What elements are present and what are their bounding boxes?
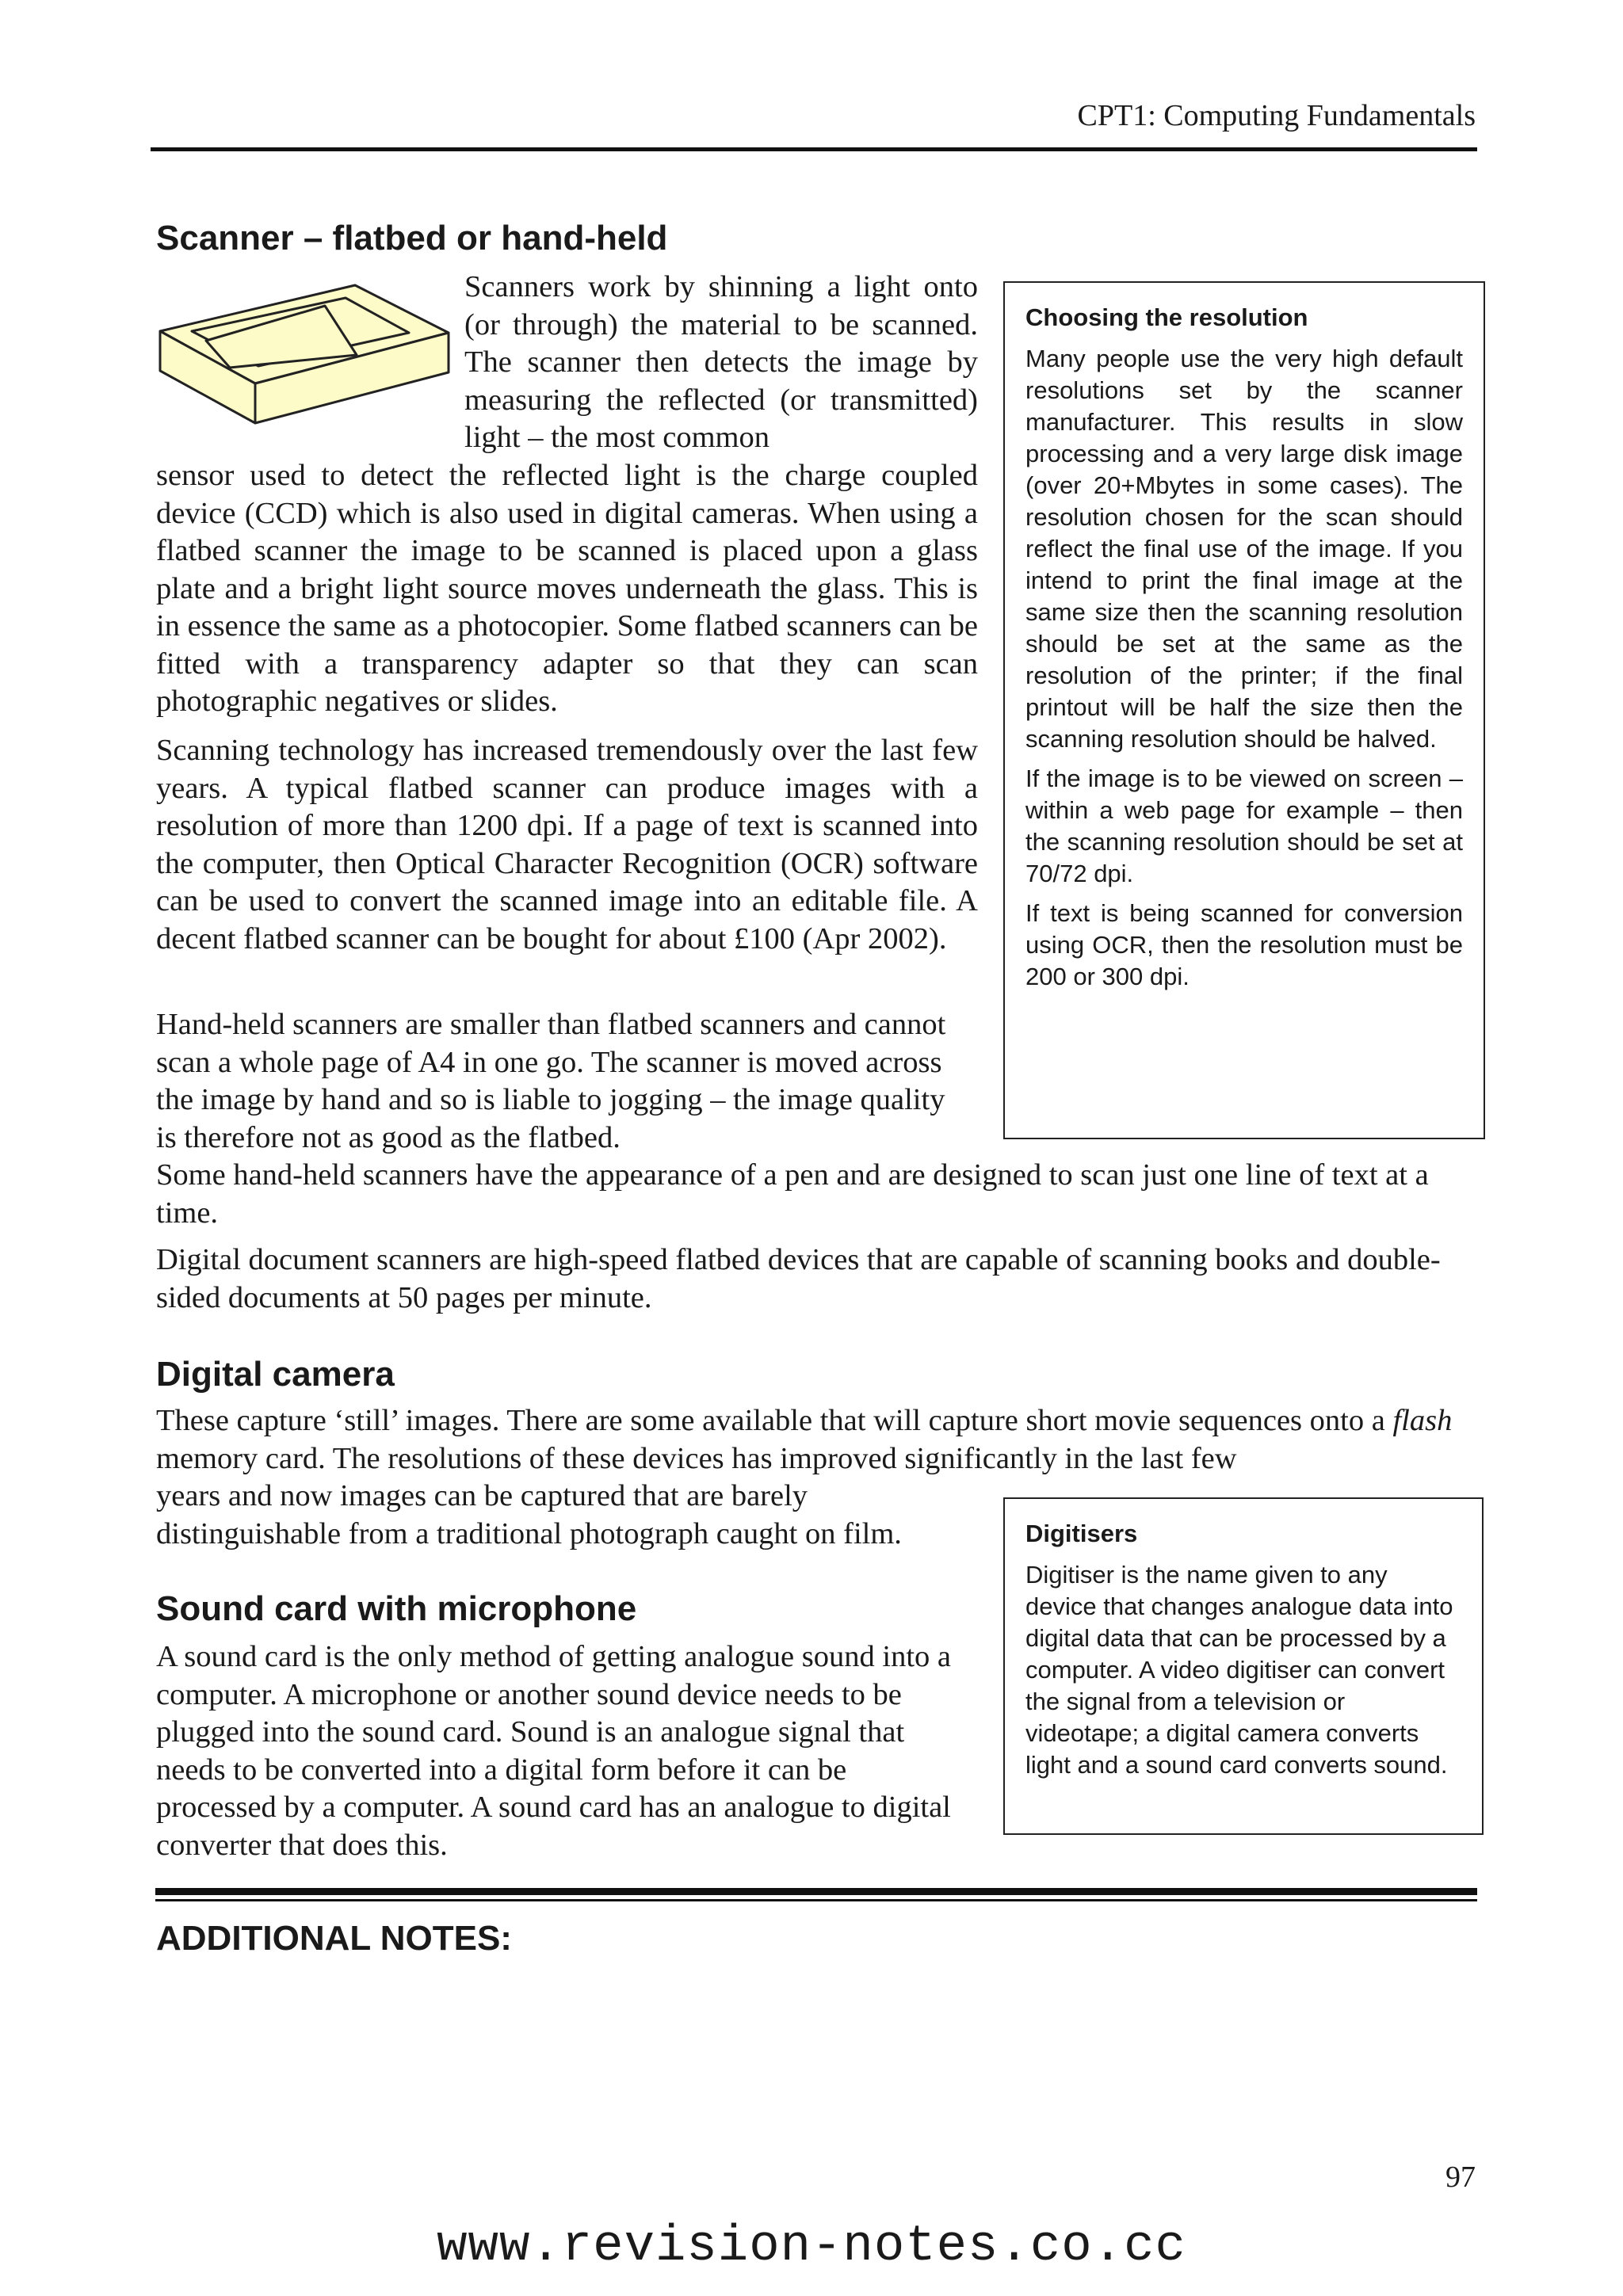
header-rule bbox=[151, 147, 1477, 151]
website-url: www.revision-notes.co.cc bbox=[437, 2218, 1186, 2275]
resolution-sidebox-paragraph: Many people use the very high default resolutions set by the scanner manufacturer. This results in slow processing and a very large disk image (over 20+Mbytes in some cases). The resolution chosen for the scan should reflect the final use of the image. If you intend to print the final image at the same size then the scanning resolution should be set at the same as the resolution of the printer; if the final printout will be half the size then the scanning resolution should be halved. bbox=[1025, 345, 1463, 753]
digitisers-sidebox-text: Digitiser is the name given to any device that changes analogue data into digital data that can be processed by a computer. A video digitiser can convert the signal from a television or videotape; a digital camera converts light and a sound card converts sound. bbox=[1025, 1561, 1453, 1779]
resolution-sidebox bbox=[1003, 281, 1485, 1139]
flash-emphasis: flash bbox=[1392, 1404, 1453, 1437]
flatbed-scanner-illustration bbox=[157, 282, 452, 428]
running-header: CPT1: Computing Fundamentals bbox=[1077, 99, 1476, 132]
section-heading-digital-camera: Digital camera bbox=[156, 1355, 395, 1394]
digitisers-sidebox-title: Digitisers bbox=[1025, 1520, 1138, 1547]
resolution-sidebox-paragraph: If the image is to be viewed on screen – within a web page for example – then the scanning resolution should be set at 70/72 dpi. bbox=[1025, 765, 1463, 887]
additional-notes-heading: ADDITIONAL NOTES: bbox=[156, 1919, 512, 1958]
notes-divider-thick bbox=[155, 1888, 1477, 1895]
digitisers-sidebox bbox=[1003, 1497, 1484, 1835]
scanner-paragraph-1-intro: Scanners work by shinning a light onto (or through) the material to be scanned. The scanner then detects the image by measuring the reflected (or transmitted) light – the most common bbox=[464, 270, 978, 454]
page-number: 97 bbox=[1445, 2161, 1476, 2194]
digital-camera-paragraph: These capture ‘still’ images. There are some available that will capture short movie sequences onto a flash memory card. The resolutions of these devices has improved significantly in the last few bbox=[156, 1404, 1453, 1475]
scanner-paragraph-4: Digital document scanners are high-speed flatbed devices that are capable of scanning books and double-sided documents at 50 pages per minute. bbox=[156, 1243, 1441, 1314]
sound-card-paragraph: A sound card is the only method of getting analogue sound into a computer. A microphone or another sound device needs to be plugged into the sound card. Sound is an analogue signal that needs to be converted into a digital form before it can be processed by a computer. A sound card has an analogue to digital converter that does this. bbox=[156, 1640, 951, 1862]
resolution-sidebox-title: Choosing the resolution bbox=[1025, 303, 1308, 331]
scanner-paragraph-2: Scanning technology has increased tremendously over the last few years. A typical flatbed scanner can produce images with a resolution of more than 1200 dpi. If a page of text is scanned into the computer, then Optical Character Recognition (OCR) software can be used to convert the scanned image into an editable file. A decent flatbed scanner can be bought for about £100 (Apr 2002). bbox=[156, 734, 978, 955]
scanner-paragraph-3-continued: Some hand-held scanners have the appearance of a pen and are designed to scan just one line of text at a time. bbox=[156, 1158, 1429, 1230]
resolution-sidebox-paragraph: If text is being scanned for conversion using OCR, then the resolution must be 200 or 300 dpi. bbox=[1025, 899, 1463, 990]
digital-camera-paragraph-continued: years and now images can be captured that are barely distinguishable from a traditional photograph caught on film. bbox=[156, 1479, 902, 1550]
section-heading-sound-card: Sound card with microphone bbox=[156, 1589, 637, 1628]
scanner-paragraph-1-continued: sensor used to detect the reflected light is the charge coupled device (CCD) which is also used in digital cameras. When using a flatbed scanner the image to be scanned is placed upon a glass plate and a bright light source moves underneath the glass. This is in essence the same as a photocopier. Some flatbed scanners can be fitted with a transparency adapter so that they can scan photographic negatives or slides. bbox=[156, 459, 978, 718]
scanner-paragraph-3: Hand-held scanners are smaller than flatbed scanners and cannot scan a whole page of A4 in one go. The scanner is moved across the image by hand and so is liable to jogging – the image quality is therefore not as good as the flatbed. bbox=[156, 1008, 946, 1154]
section-heading-scanner: Scanner – flatbed or hand-held bbox=[156, 219, 668, 257]
notes-divider-thin bbox=[155, 1899, 1477, 1901]
